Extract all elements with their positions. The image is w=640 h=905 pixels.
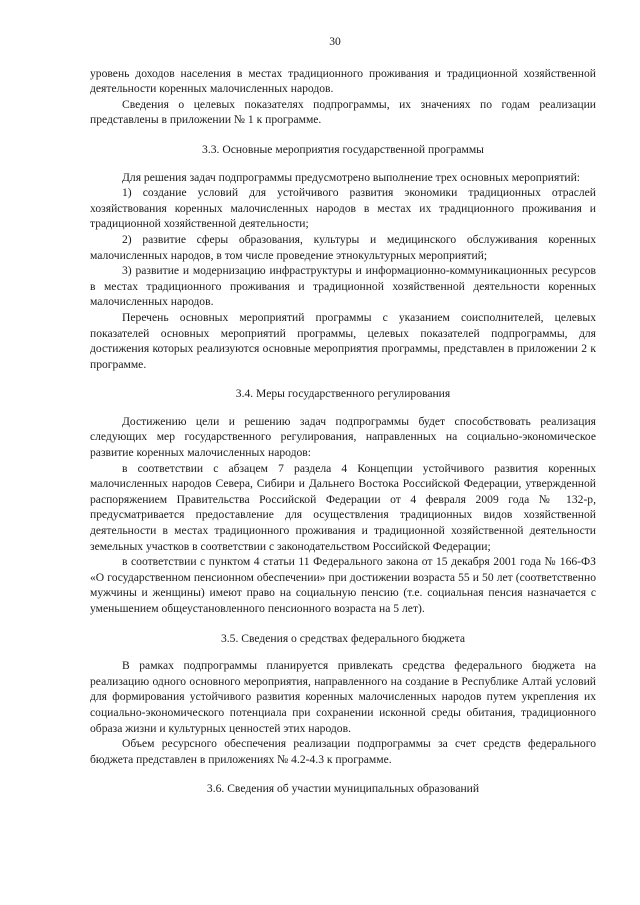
paragraph: 2) развитие сферы образования, культуры и медицинского обслуживания коренных малочисленных народов, в том числе проведение этнокультурных мероприятий; — [90, 232, 596, 262]
document-body — [90, 66, 596, 797]
section-heading: 3.4. Меры государственного регулирования — [235, 387, 451, 401]
section-heading: 3.5. Сведения о средствах федерального бюджета — [220, 631, 466, 645]
paragraph: В рамках подпрограммы планируется привлекать средства федерального бюджета на реализацию одного основного мероприятия, направленного на создание в Республике Алтай условий для формирования устойчивого развития коренных малочисленных народов путем укрепления их социально-экономического потенциала при сохранении исконной среды обитания, традиционного образа жизни и культурных ценностей этих народов. — [90, 659, 596, 735]
paragraph: Для решения задач подпрограммы предусмотрено выполнение трех основных мероприятий: — [122, 170, 581, 184]
section-heading: 3.3. Основные мероприятия государственной программы — [202, 142, 484, 156]
paragraph: Объем ресурсного обеспечения реализации подпрограммы за счет средств федерального бюджета представлен в приложениях № 4.2-4.3 к программе. — [90, 737, 596, 766]
paragraph: Перечень основных мероприятий программы с указанием соисполнителей, целевых показателей основных мероприятий программы, целевых показателей подпрограммы, для достижения которых реализуются основные мероприятия программы, представлен в приложении 2 к программе. — [90, 310, 596, 371]
paragraph: уровень доходов населения в местах традиционного проживания и традиционной хозяйственной деятельности коренных малочисленных народов. — [90, 66, 596, 96]
section-heading: 3.6. Сведения об участии муниципальных образований — [206, 782, 480, 796]
paragraph: 1) создание условий для устойчивого развития экономики традиционных отраслей хозяйствования коренных малочисленных народов в местах их традиционного проживания и традиционной хозяйственной деятельности; — [90, 186, 596, 231]
paragraph: Сведения о целевых показателях подпрограммы, их значениях по годам реализации представлены в приложении № 1 к программе. — [90, 97, 596, 127]
paragraph: в соответствии с пунктом 4 статьи 11 Федерального закона от 15 декабря 2001 года № 166-ФЗ «О государственном пенсионном обеспечении» при достижении возраста 55 и 50 лет (соответственно мужчины и женщины) имеют право на социальную пенсию (т.е. социальная пенсия назначается с уменьшением общеустановленного пенсионного возраста на 5 лет). — [90, 555, 596, 615]
document-page — [90, 34, 596, 809]
paragraph: 3) развитие и модернизацию инфраструктуры и информационно-коммуникационных ресурсов в местах традиционного проживания и традиционной хозяйственной деятельности коренных малочисленных народов. — [90, 264, 596, 309]
paragraph: Достижению цели и решению задач подпрограммы будет способствовать реализация следующих мер государственного регулирования, направленных на социально-экономическое развитие коренных малочисленных народов: — [90, 414, 596, 460]
paragraph: в соответствии с абзацем 7 раздела 4 Концепции устойчивого развития коренных малочисленных народов Севера, Сибири и Дальнего Востока Российской Федерации, утвержденной распоряжением Правительства Российской Федерации от 4 февраля 2009 года № 132-р, предусматривается предоставление для осуществления традиционных видов хозяйственной деятельности в местах традиционного проживания и традиционной хозяйственной деятельности земельных участков в соответствии с законодательством Российской Федерации; — [90, 461, 596, 553]
page-number: 30 — [329, 35, 341, 48]
